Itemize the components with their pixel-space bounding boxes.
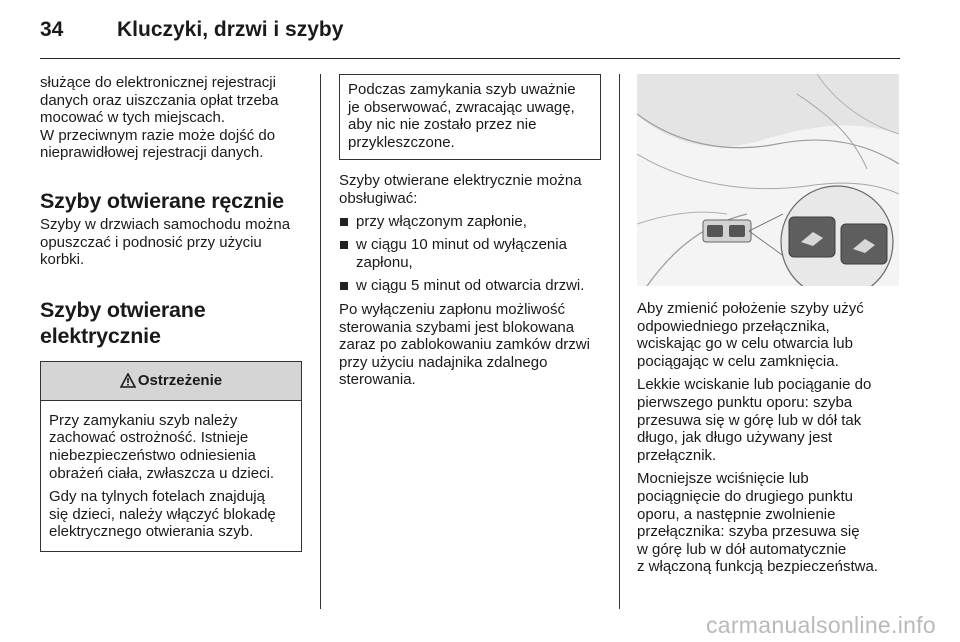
warning-paragraph-1: Przy zamykaniu szyb należy zachować ostrożność. Istnieje niebezpieczeństwo odniesienia obrażeń ciała, zwłaszcza u dzieci. <box>49 411 275 482</box>
warning-box-continued <box>339 74 601 160</box>
section-heading-power-windows: Szyby otwierane elektrycznie <box>40 297 206 348</box>
warning-continued-paragraph: Podczas zamykania szyb uważnie je obserwować, zwracając uwagę, aby nic nie zostało przez nie przykleszczone. <box>348 81 576 151</box>
switch-paragraph-2: Lekkie wciskanie lub pociąganie do pierwszego punktu oporu: szyba przesuwa się w górę lub w dół tak długo, jak długo używany jest przełącznik. <box>637 376 872 464</box>
page-number: 34 <box>40 18 64 41</box>
condition-list <box>339 213 601 295</box>
column-3 <box>637 74 899 576</box>
column-divider-1 <box>320 74 321 609</box>
lockout-paragraph: Po wyłączeniu zapłonu możliwość sterowania szybami jest blokowana zaraz po zablokowaniu zamków drzwi przy użyciu nadajnika zdalnego sterowania. <box>339 300 590 389</box>
operation-intro: Szyby otwierane elektrycznie można obsługiwać: <box>339 172 582 207</box>
warning-paragraph-2: Gdy na tylnych fotelach znajdują się dzieci, należy włączyć blokadę elektrycznego otwierania szyb. <box>49 488 276 541</box>
column-2 <box>339 74 601 389</box>
window-switch-figure <box>637 74 899 286</box>
list-item: w ciągu 5 minut od otwarcia drzwi. <box>339 277 601 295</box>
list-item: w ciągu 10 minut od wyłączenia zapłonu, <box>339 236 601 271</box>
bullet-marker <box>340 218 348 226</box>
warning-triangle-icon <box>120 373 136 388</box>
switch-paragraph-1: Aby zmienić położenie szyby użyć odpowiedniego przełącznika, wciskając go w celu otwarcia lub pociągając w celu zamknięcia. <box>637 300 864 370</box>
warning-header <box>41 362 301 401</box>
header-divider <box>40 58 900 59</box>
watermark: carmanualsonline.info <box>705 612 936 638</box>
bullet-marker <box>340 282 348 290</box>
column-1 <box>40 74 302 552</box>
intro-paragraph: służące do elektronicznej rejestracji danych oraz uiszczania opłat trzeba mocować w tych miejscach. W przeciwnym razie może dojść do nieprawidłowej rejestracji danych. <box>40 74 279 162</box>
column-divider-2 <box>619 74 620 609</box>
page-header <box>40 12 900 56</box>
section-heading-manual-windows: Szyby otwierane ręcznie <box>40 188 284 213</box>
warning-body <box>41 401 301 551</box>
bullet-marker <box>340 241 348 249</box>
manual-windows-paragraph: Szyby w drzwiach samochodu można opuszczać i podnosić przy użyciu korbki. <box>40 215 291 269</box>
warning-box <box>40 361 302 552</box>
warning-label: Ostrzeżenie <box>137 372 223 390</box>
switch-paragraph-3: Mocniejsze wciśnięcie lub pociągnięcie do drugiego punktu oporu, a następnie zwolnienie przełącznika: szyba przesuwa się w górę lub w dół automatycznie z włączoną funkcją bezpieczeństwa. <box>637 470 878 576</box>
list-item: przy włączonym zapłonie, <box>339 213 601 231</box>
page-title: Kluczyki, drzwi i szyby <box>117 18 344 41</box>
